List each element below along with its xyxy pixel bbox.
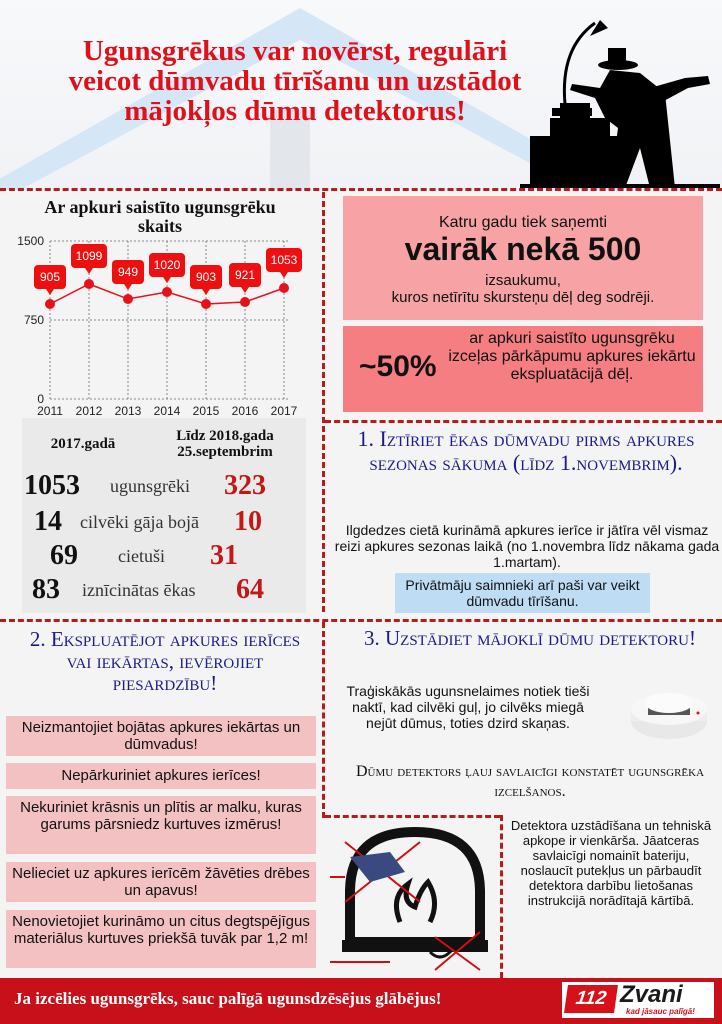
svg-text:921: 921 xyxy=(234,268,256,282)
headline: Ugunsgrēkus var novērst, regulāri veicot dūmvadu tīrīšanu un uzstādot mājokļos dūmu detektorus! xyxy=(68,35,522,127)
footer-text: Ja izcēlies ugunsgrēks, sauc palīgā ugunsdzēsējus glābējus! xyxy=(14,989,442,1008)
fireplace-icon xyxy=(330,812,500,972)
tip-item: Neizmantojiet bojātas apkures iekārtas un dūmvadus! xyxy=(6,716,316,756)
divider xyxy=(0,188,722,191)
section-3-caps: Dūmu detektors ļauj savlaicīgi konstatēt ugunsgrēka izcelšanos. xyxy=(355,763,705,800)
logo-tagline: kad jāsauc palīgā! xyxy=(626,1007,695,1016)
chimney-sweep-icon xyxy=(520,8,720,188)
stats-col-b-header: Līdz 2018.gada 25.septembrim xyxy=(176,428,274,460)
logo-number: 112 xyxy=(564,985,618,1013)
smoke-detector-icon xyxy=(628,683,710,745)
svg-text:1020: 1020 xyxy=(153,258,181,272)
stats-col-a-header: 2017.gadā xyxy=(50,436,116,452)
svg-text:2016: 2016 xyxy=(231,404,259,418)
tip-item: Nepārkuriniet apkures ierīces! xyxy=(6,763,316,789)
svg-text:2014: 2014 xyxy=(153,404,181,418)
divider xyxy=(322,622,325,818)
divider xyxy=(325,420,722,423)
percent-fact-box xyxy=(343,326,703,412)
chart-title: Ar apkuri saistīto ugunsgrēku skaits xyxy=(44,197,276,236)
svg-text:2011: 2011 xyxy=(37,404,63,418)
svg-text:2013: 2013 xyxy=(114,404,142,418)
divider xyxy=(0,619,722,622)
section-3-title: 3. Uzstādiet mājoklī dūmu detektoru! xyxy=(364,626,696,650)
tip-item: Nelieciet uz apkures ierīcēm žāvēties drēbes un apavus! xyxy=(6,862,316,902)
svg-text:903: 903 xyxy=(195,270,217,284)
svg-text:750: 750 xyxy=(23,313,44,327)
percent-text: ar apkuri saistīto ugunsgrēku izceļas pārkāpumu apkures iekārtu ekspluatācijā dēļ. xyxy=(448,330,696,383)
calls-line-2: kuros netīrītu skursteņu dēļ deg sodrēji. xyxy=(391,289,655,306)
section-2-title: 2. Ekspluatējot apkures ierīces vai iekārtas, ievērojiet piesardzību! xyxy=(29,627,301,695)
calls-line-1: izsaukumu, xyxy=(485,272,561,289)
svg-text:2012: 2012 xyxy=(75,404,103,418)
svg-text:0: 0 xyxy=(37,392,44,406)
logo-word: Zvani xyxy=(620,981,683,1008)
svg-text:2017: 2017 xyxy=(270,404,298,418)
header xyxy=(0,0,722,190)
svg-text:905: 905 xyxy=(39,270,61,284)
section-3-body: Traģiskākās ugunsnelaimes notiek tieši naktī, kad cilvēki guļ, jo cilvēks miegā nejūt dūmus, toties dzird skaņas. xyxy=(346,683,590,731)
svg-text:1053: 1053 xyxy=(270,253,298,267)
tip-item: Nenovietojiet kurināmo un citus degtspējīgus materiālus kurtuves priekšā tuvāk par 1,2 m! xyxy=(6,910,316,968)
divider xyxy=(500,815,503,978)
svg-text:2015: 2015 xyxy=(192,404,220,418)
calls-intro: Katru gadu tiek saņemti xyxy=(438,214,608,231)
section-3-side-text: Detektora uzstādīšana un tehniskā apkope ir vienkārša. Jāatceras savlaicīgi nomainīt bateriju, noslaucīt putekļus un pārbaudīt detektora darbību lietošanas instrukcijā norādītajā kārtībā. xyxy=(510,818,712,908)
line-chart xyxy=(0,232,310,422)
section-1-title: 1. Iztīriet ēkas dūmvadu pirms apkures sezonas sākuma (līdz 1.novembrim). xyxy=(357,426,695,475)
tip-item: Nekuriniet krāsnis un plītis ar malku, kuras garums pārsniedz kurtuves izmērus! xyxy=(6,796,316,854)
divider xyxy=(322,192,325,612)
svg-text:1500: 1500 xyxy=(17,234,44,248)
section-1-body: Ilgdedzes cietā kurināmā apkures ierīce ir jātīra vēl vismaz reizi apkures sezonas laikā (no 1.novembra līdz nākama gada 1.martam). xyxy=(334,522,720,570)
section-1-note: Privātmāju saimnieki arī paši var veikt dūmvadu tīrīšanu. xyxy=(395,573,650,613)
calls-big-number: vairāk nekā 500 xyxy=(404,231,642,267)
percent-value: ~50% xyxy=(359,350,437,383)
svg-text:949: 949 xyxy=(117,265,139,279)
stats-table: 2017.gadā Līdz 2018.gada 25.septembrim 1053 ugunsgrēki 323 14 cilvēki gāja bojā 10 69 cietuši 31 83 iznīcinātas ēkas 64 xyxy=(22,418,306,613)
calls-fact-box xyxy=(343,196,703,320)
svg-text:1099: 1099 xyxy=(75,249,103,263)
